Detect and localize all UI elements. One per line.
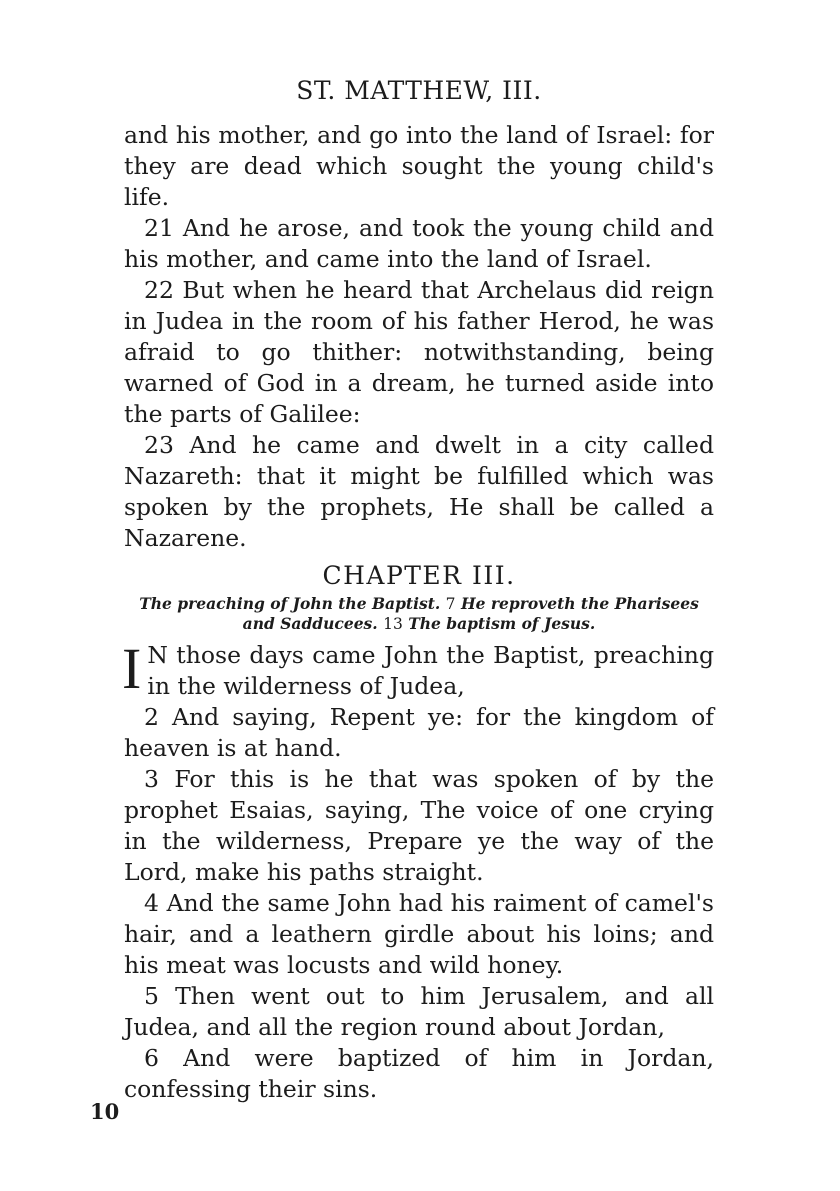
summary-verse-ref: 13 [383,615,403,633]
verse-2-21 [124,213,714,275]
verse-2-23 [124,430,714,554]
verse-text: And the same John had his raiment of camel's hair, and a leathern girdle about his loins; and his meat was locusts and wild honey. [124,889,714,979]
summary-line-1 [124,594,714,614]
summary-text: He reproveth the Pharisees [460,594,699,613]
book-page [124,74,714,1105]
verse-text: But when he heard that Archelaus did reign in Judea in the room of his father Herod, he was afraid to go thither: notwithstanding, being warned of God in a dream, he turned aside into the parts of Galilee: [124,276,714,428]
running-head: ST. MATTHEW, III. [296,76,542,105]
verse-text: N those days came John the Baptist, preaching in the wilderness of Judea, [147,641,714,700]
verse-text: And were baptized of him in Jordan, confessing their sins. [124,1044,714,1103]
drop-cap: I [122,636,142,701]
verse-number: 4 [144,889,159,917]
summary-text: and Sadducees. [242,614,378,633]
verse-number: 2 [144,703,159,731]
verse-number: 23 [144,431,174,459]
verse-number: 6 [144,1044,159,1072]
verse-3-5 [124,981,714,1043]
summary-text: The preaching of John the Baptist. [139,594,441,613]
verse-text: And he came and dwelt in a city called Nazareth: that it might be fulfilled which was spoken by the prophets, He shall be called a Nazarene. [124,431,714,552]
verse-3-4 [124,888,714,981]
chapter-summary [124,594,714,634]
verse-3-2 [124,702,714,764]
summary-verse-ref: 7 [445,595,456,613]
verse-text: And he arose, and took the young child and his mother, and came into the land of Israel. [124,214,714,273]
verse-text: And saying, Repent ye: for the kingdom of heaven is at hand. [124,703,714,762]
verse-3-6 [124,1043,714,1105]
text-block [124,120,714,1105]
verse-number: 22 [144,276,174,304]
continuation-text: and his mother, and go into the land of Israel: for they are dead which sought the young child's life. [124,121,714,211]
verse-number: 21 [144,214,174,242]
verse-3-1 [122,636,714,702]
summary-line-2 [124,614,714,634]
verse-text: For this is he that was spoken of by the prophet Esaias, saying, The voice of one crying in the wilderness, Prepare ye the way of the Lord, make his paths straight. [124,765,714,886]
page-number: 10 [90,1099,120,1124]
verse-2-22 [124,275,714,430]
verse-number: 3 [144,765,159,793]
verse-number: 5 [144,982,159,1010]
verse-3-3 [124,764,714,888]
chapter-title: CHAPTER III. [322,561,516,590]
verse-text: Then went out to him Jerusalem, and all Judea, and all the region round about Jordan, [124,982,714,1041]
summary-text: The baptism of Jesus. [408,614,596,633]
